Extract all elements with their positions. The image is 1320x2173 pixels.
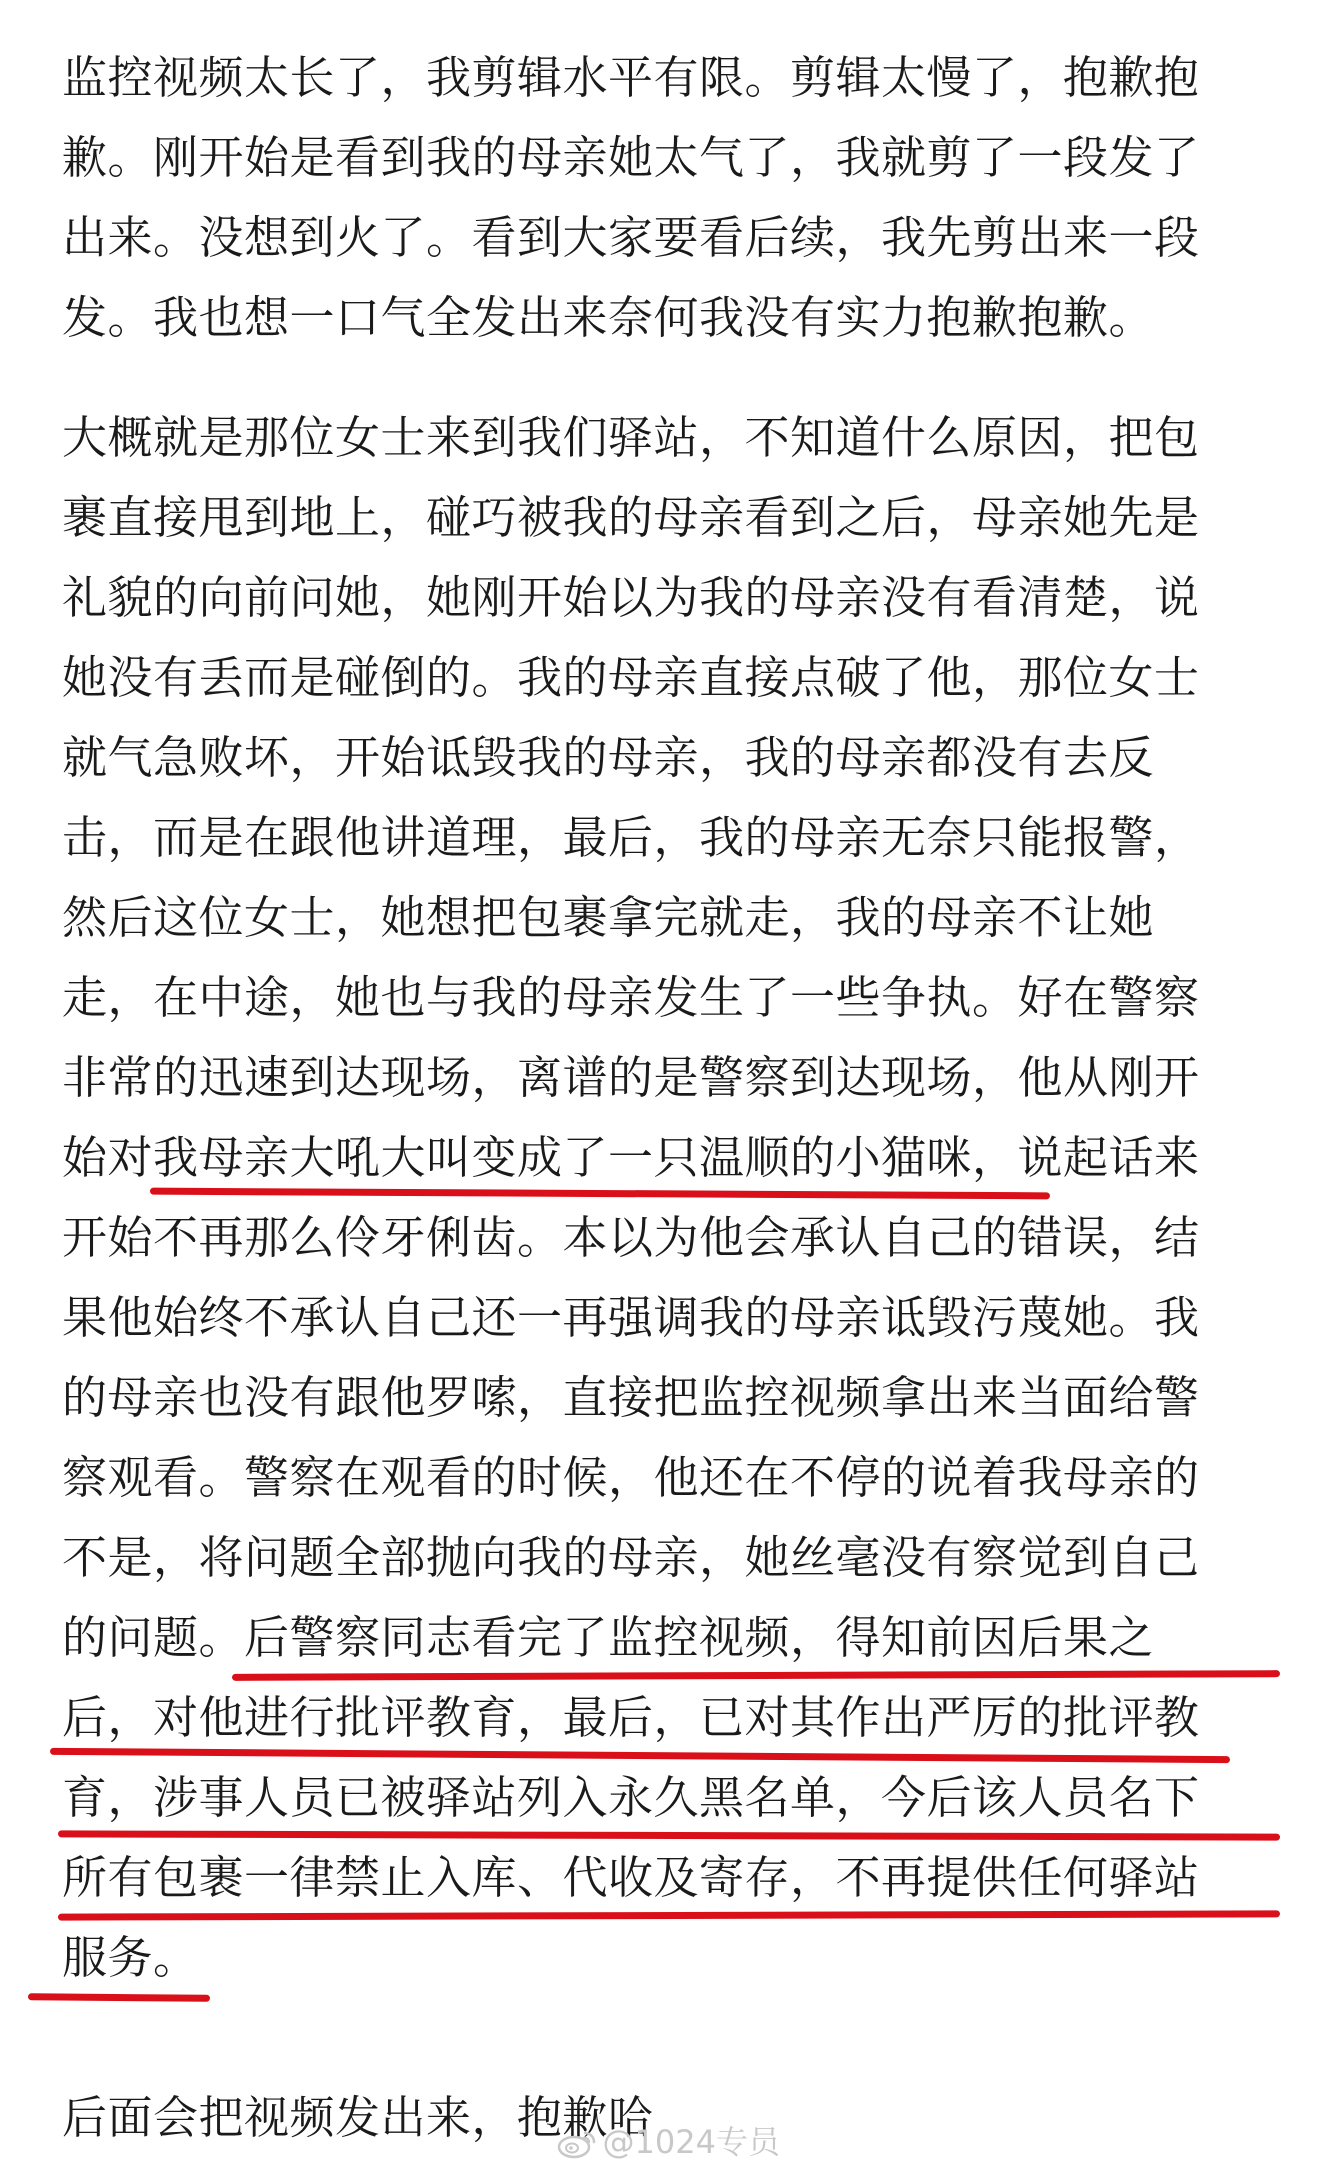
- text-line: 她没有丢而是碰倒的。我的母亲直接点破了他，那位女士: [62, 651, 1200, 704]
- text-line: 开始不再那么伶牙俐齿。本以为他会承认自己的错误，结: [62, 1211, 1200, 1264]
- text-line: 始对我母亲大吼大叫变成了一只温顺的小猫咪，说起话来: [62, 1131, 1200, 1184]
- text-line: 监控视频太长了，我剪辑水平有限。剪辑太慢了，抱歉抱: [62, 51, 1200, 104]
- text-line: 礼貌的向前问她，她刚开始以为我的母亲没有看清楚，说: [62, 571, 1200, 624]
- watermark-text: @1024专员: [602, 2123, 780, 2161]
- weibo-watermark: [557, 2117, 780, 2163]
- text-line: 的母亲也没有跟他罗嗦，直接把监控视频拿出来当面给警: [62, 1371, 1200, 1424]
- text-line: 果他始终不承认自己还一再强调我的母亲诋毁污蔑她。我: [62, 1291, 1200, 1344]
- text-line: 后面会把视频发出来，抱歉哈: [62, 2091, 654, 2144]
- text-line: 后，对他进行批评教育，最后，已对其作出严厉的批评教: [62, 1691, 1200, 1744]
- text-line: 击，而是在跟他讲道理，最后，我的母亲无奈只能报警，: [62, 811, 1200, 864]
- text-line: 裹直接甩到地上，碰巧被我的母亲看到之后，母亲她先是: [62, 491, 1200, 544]
- underline-mark: [28, 1993, 210, 2002]
- text-line: 育，涉事人员已被驿站列入永久黑名单，今后该人员名下: [62, 1771, 1200, 1824]
- text-line: 察观看。警察在观看的时候，他还在不停的说着我母亲的: [62, 1451, 1200, 1504]
- text-line: 歉。刚开始是看到我的母亲她太气了，我就剪了一段发了: [62, 131, 1200, 184]
- text-line: 所有包裹一律禁止入库、代收及寄存，不再提供任何驿站: [62, 1851, 1200, 1904]
- text-line: 大概就是那位女士来到我们驿站，不知道什么原因，把包: [62, 411, 1200, 464]
- text-line: 非常的迅速到达现场，离谱的是警察到达现场，他从刚开: [62, 1051, 1200, 1104]
- text-line: 然后这位女士，她想把包裹拿完就走，我的母亲不让她: [62, 891, 1155, 944]
- text-line: 发。我也想一口气全发出来奈何我没有实力抱歉抱歉。: [62, 291, 1155, 344]
- text-line: 出来。没想到火了。看到大家要看后续，我先剪出来一段: [62, 211, 1200, 264]
- weibo-logo-icon: [557, 2129, 597, 2159]
- text-line: 的问题。后警察同志看完了监控视频，得知前因后果之: [62, 1611, 1155, 1664]
- text-line: 服务。: [62, 1931, 199, 1984]
- text-line: 不是，将问题全部抛向我的母亲，她丝毫没有察觉到自己: [62, 1531, 1200, 1584]
- text-line: 就气急败坏，开始诋毁我的母亲，我的母亲都没有去反: [62, 731, 1155, 784]
- text-line: 走，在中途，她也与我的母亲发生了一些争执。好在警察: [62, 971, 1200, 1024]
